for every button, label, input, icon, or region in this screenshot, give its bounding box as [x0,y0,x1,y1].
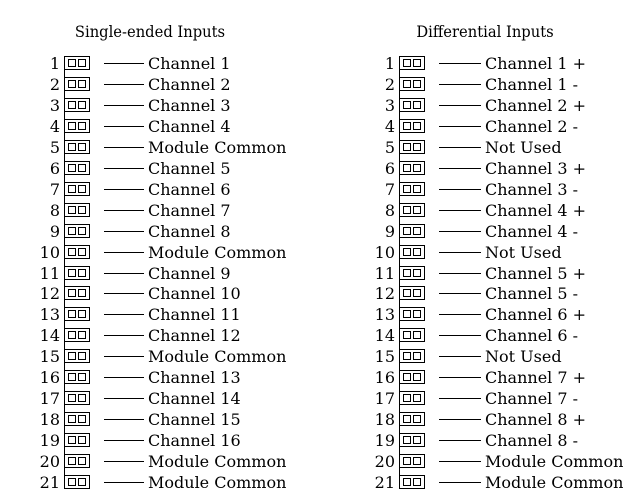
wire-line [439,63,481,64]
wire-line [104,314,144,315]
channel-label: Module Common [148,242,287,262]
terminal-block-icon [399,266,425,280]
terminal-block-icon [64,328,90,342]
terminal-number: 1 [384,54,395,73]
wire-line [104,293,144,294]
channel-label: Module Common [148,347,287,367]
terminal-block-icon [399,412,425,426]
terminal-block-icon [64,475,90,489]
channel-label: Channel 3 - [485,179,579,199]
terminal-block-icon [64,433,90,447]
terminal-number: 7 [384,179,395,199]
channel-label: Channel 8 [148,221,231,241]
terminal-row [0,95,300,116]
terminal-block-icon [399,454,425,468]
terminal-block-icon [64,182,90,196]
terminal-block-icon [64,307,90,321]
terminal-block-icon [399,328,425,342]
channel-label: Not Used [485,137,562,157]
channel-label: Module Common [148,473,287,492]
terminal-row [0,283,300,304]
terminal-number: 5 [49,137,60,157]
wire-line [104,440,144,441]
wire-line [104,189,144,190]
terminal-row [335,346,635,367]
wire-line [439,377,481,378]
terminal-block-icon [399,182,425,196]
terminal-number: 14 [39,326,60,346]
wire-line [104,252,144,253]
terminal-row [0,325,300,346]
channel-label: Not Used [485,242,562,262]
terminal-block-icon [399,98,425,112]
terminal-block-icon [64,412,90,426]
wire-line [439,84,481,85]
terminal-row [335,283,635,304]
terminal-number: 17 [374,389,395,409]
terminal-block-icon [64,56,90,70]
terminal-number: 6 [384,158,395,178]
terminal-row [335,53,635,74]
channel-label: Channel 5 [148,158,231,178]
wire-line [104,210,144,211]
wire-line [439,105,481,106]
terminal-number: 2 [49,74,60,94]
terminal-row [0,200,300,221]
terminal-row [0,74,300,95]
terminal-block-icon [64,203,90,217]
channel-label: Channel 14 [148,389,241,409]
terminal-number: 2 [384,74,395,94]
terminal-row [0,388,300,409]
terminal-number: 16 [374,368,395,388]
terminal-number: 9 [49,221,60,241]
terminal-number: 13 [39,305,60,325]
terminal-row [0,242,300,263]
terminal-number: 6 [49,158,60,178]
terminal-number: 8 [49,200,60,220]
terminal-row [0,221,300,242]
terminal-row [0,137,300,158]
channel-label: Channel 3 [148,95,231,115]
terminal-row [0,304,300,325]
terminal-row [335,430,635,451]
terminal-block-icon [64,349,90,363]
single-ended-panel [0,0,300,492]
channel-label: Channel 15 [148,410,241,430]
terminal-row [335,263,635,284]
channel-label: Channel 6 + [485,305,587,325]
terminal-number: 1 [49,54,60,73]
terminal-block-icon [399,140,425,154]
terminal-block-icon [64,245,90,259]
channel-label: Channel 7 - [485,389,579,409]
terminal-block-icon [399,224,425,238]
terminal-row [0,472,300,493]
channel-label: Channel 16 [148,431,241,451]
terminal-number: 7 [49,179,60,199]
wire-line [439,356,481,357]
terminal-number: 21 [39,473,60,492]
wire-line [439,335,481,336]
terminal-row [0,179,300,200]
terminal-row [335,221,635,242]
terminal-number: 14 [374,326,395,346]
terminal-block-icon [399,370,425,384]
terminal-block-icon [399,475,425,489]
wire-line [104,356,144,357]
terminal-row [335,95,635,116]
terminal-block-icon [64,98,90,112]
terminal-row [0,367,300,388]
terminal-number: 11 [39,263,60,283]
wire-line [439,252,481,253]
terminal-block-icon [399,119,425,133]
wire-line [439,126,481,127]
terminal-row [335,367,635,388]
terminal-row [335,325,635,346]
terminal-number: 5 [384,137,395,157]
terminal-number: 9 [384,221,395,241]
wire-line [104,147,144,148]
terminal-block-icon [64,224,90,238]
wire-line [104,105,144,106]
channel-label: Channel 6 [148,179,231,199]
wire-line [104,63,144,64]
wire-line [104,231,144,232]
terminal-number: 15 [39,347,60,367]
terminal-block-icon [399,286,425,300]
terminal-number: 12 [39,284,60,304]
terminal-row [335,304,635,325]
channel-label: Channel 2 [148,74,231,94]
terminal-block-icon [64,161,90,175]
channel-label: Channel 10 [148,284,241,304]
differential-panel [335,0,635,492]
wire-line [104,461,144,462]
terminal-row [335,74,635,95]
terminal-block-icon [64,140,90,154]
channel-label: Channel 9 [148,263,231,283]
channel-label: Channel 6 - [485,326,579,346]
terminal-row [0,158,300,179]
terminal-number: 17 [39,389,60,409]
terminal-block-icon [399,349,425,363]
channel-label: Channel 8 + [485,410,587,430]
terminal-row [0,116,300,137]
channel-label: Channel 1 [148,54,231,73]
wire-line [104,126,144,127]
terminal-row [0,346,300,367]
terminal-row [335,179,635,200]
terminal-number: 15 [374,347,395,367]
terminal-number: 16 [39,368,60,388]
terminal-block-icon [399,391,425,405]
terminal-number: 3 [49,95,60,115]
terminal-block-icon [399,56,425,70]
terminal-number: 20 [374,452,395,472]
wire-line [104,84,144,85]
terminal-number: 18 [374,410,395,430]
terminal-block-icon [399,245,425,259]
channel-label: Channel 4 - [485,221,579,241]
wire-line [439,314,481,315]
terminal-number: 21 [374,473,395,492]
wire-line [439,419,481,420]
channel-label: Channel 3 + [485,158,587,178]
terminal-number: 11 [374,263,395,283]
wire-line [439,210,481,211]
terminal-number: 8 [384,200,395,220]
terminal-number: 19 [39,431,60,451]
channel-label: Module Common [148,452,287,472]
wire-line [439,482,481,483]
wire-line [104,419,144,420]
terminal-block-icon [64,119,90,133]
wire-line [439,168,481,169]
channel-label: Channel 5 - [485,284,579,304]
wire-line [439,398,481,399]
terminal-row [0,409,300,430]
terminal-block-icon [399,203,425,217]
channel-label: Not Used [485,347,562,367]
terminal-row [335,451,635,472]
channel-label: Module Common [485,452,624,472]
terminal-block-icon [399,161,425,175]
terminal-block-icon [64,286,90,300]
terminal-row [335,158,635,179]
channel-label: Channel 5 + [485,263,587,283]
terminal-number: 3 [384,95,395,115]
channel-label: Channel 4 + [485,200,587,220]
terminal-number: 13 [374,305,395,325]
wire-line [104,335,144,336]
channel-label: Module Common [485,473,624,492]
channel-label: Channel 8 - [485,431,579,451]
terminal-block-icon [64,391,90,405]
wire-line [439,293,481,294]
channel-label: Channel 7 [148,200,231,220]
terminal-number: 20 [39,452,60,472]
differential-title: Differential Inputs [416,22,554,41]
terminal-row [335,472,635,493]
channel-label: Channel 11 [148,305,241,325]
terminal-number: 12 [374,284,395,304]
terminal-block-icon [64,454,90,468]
terminal-number: 18 [39,410,60,430]
terminal-row [0,263,300,284]
terminal-number: 4 [384,116,395,136]
channel-label: Channel 7 + [485,368,587,388]
wire-line [439,461,481,462]
wire-line [104,273,144,274]
wire-line [439,147,481,148]
wire-line [104,398,144,399]
wire-line [439,231,481,232]
terminal-number: 19 [374,431,395,451]
terminal-row [0,53,300,74]
wire-line [104,377,144,378]
wire-line [104,482,144,483]
terminal-block-icon [64,77,90,91]
terminal-number: 10 [39,242,60,262]
single-ended-title: Single-ended Inputs [74,22,226,41]
wire-line [439,273,481,274]
terminal-row [335,137,635,158]
terminal-block-icon [399,307,425,321]
channel-label: Channel 13 [148,368,241,388]
terminal-row [335,388,635,409]
channel-label: Channel 2 + [485,95,587,115]
wire-line [439,440,481,441]
terminal-row [335,242,635,263]
terminal-row [335,116,635,137]
terminal-block-icon [64,266,90,280]
terminal-number: 4 [49,116,60,136]
channel-label: Channel 4 [148,116,231,136]
wire-line [104,168,144,169]
terminal-row [0,451,300,472]
channel-label: Channel 12 [148,326,241,346]
terminal-row [335,409,635,430]
terminal-row [335,200,635,221]
terminal-block-icon [64,370,90,384]
terminal-block-icon [399,433,425,447]
channel-label: Channel 1 - [485,74,579,94]
terminal-number: 10 [374,242,395,262]
terminal-block-icon [399,77,425,91]
wire-line [439,189,481,190]
channel-label: Channel 2 - [485,116,579,136]
channel-label: Module Common [148,137,287,157]
channel-label: Channel 1 + [485,54,587,73]
terminal-row [0,430,300,451]
